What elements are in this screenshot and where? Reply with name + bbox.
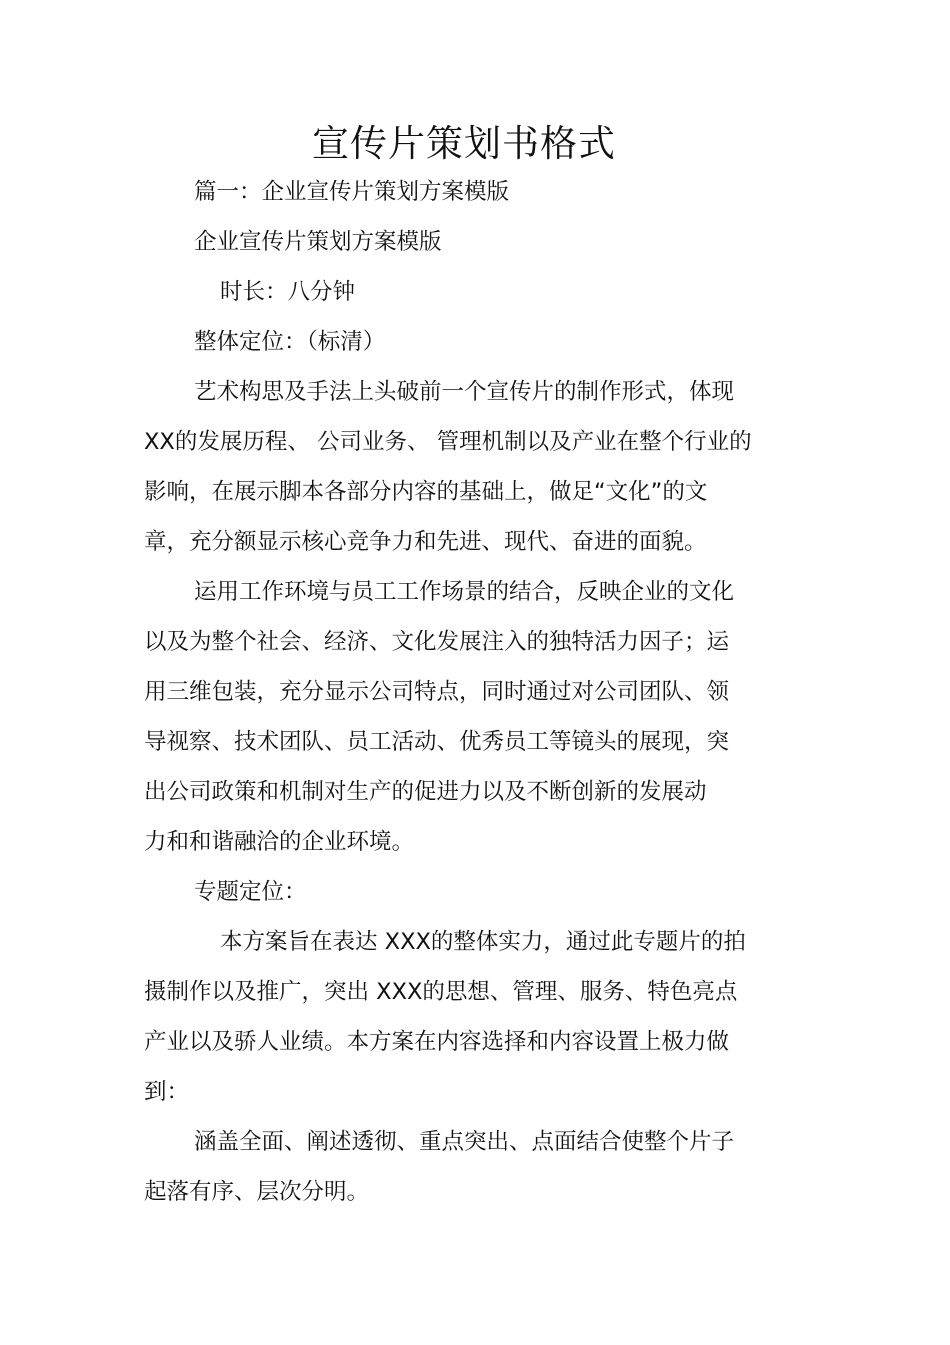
- body-line: 影响，在展示脚本各部分内容的基础上，做足“文化”的文: [144, 479, 708, 505]
- body-line: 产业以及骄人业绩。本方案在内容选择和内容设置上极力做: [144, 1029, 730, 1055]
- body-line: 以及为整个社会、经济、文化发展注入的独特活力因子；运: [144, 629, 730, 655]
- body-line: 本方案旨在表达 XXX的整体实力，通过此专题片的拍: [220, 929, 746, 955]
- body-line: 起落有序、层次分明。: [144, 1179, 370, 1205]
- body-line: 艺术构思及手法上头破前一个宣传片的制作形式，体现: [194, 379, 735, 405]
- body-line: XX的发展历程、 公司业务、 管理机制以及产业在整个行业的: [144, 429, 752, 455]
- positioning-line: 整体定位：（标清）: [194, 329, 386, 355]
- body-line: 到：: [144, 1079, 190, 1105]
- section-heading: 篇一：企业宣传片策划方案模版: [194, 179, 510, 205]
- body-line: 力和和谐融洽的企业环境。: [144, 829, 415, 855]
- body-line: 出公司政策和机制对生产的促进力以及不断创新的发展动: [144, 779, 707, 805]
- body-line: 运用工作环境与员工工作场景的结合，反映企业的文化: [194, 579, 735, 605]
- body-line: 用三维包装，充分显示公司特点，同时通过对公司团队、领: [144, 679, 730, 705]
- body-line: 涵盖全面、阐述透彻、重点突出、点面结合使整个片子: [194, 1129, 735, 1155]
- body-line: 章，充分额显示核心竞争力和先进、现代、奋进的面貌。: [144, 529, 707, 555]
- page-title: 宣传片策划书格式: [312, 122, 616, 165]
- duration-line: 时长：八分钟: [220, 279, 356, 305]
- subheading: 企业宣传片策划方案模版: [194, 229, 442, 255]
- body-line: 摄制作以及推广，突出 XXX的思想、管理、服务、特色亮点: [144, 979, 738, 1005]
- body-line: 导视察、技术团队、员工活动、优秀员工等镜头的展现，突: [144, 729, 730, 755]
- section-label: 专题定位：: [194, 879, 307, 905]
